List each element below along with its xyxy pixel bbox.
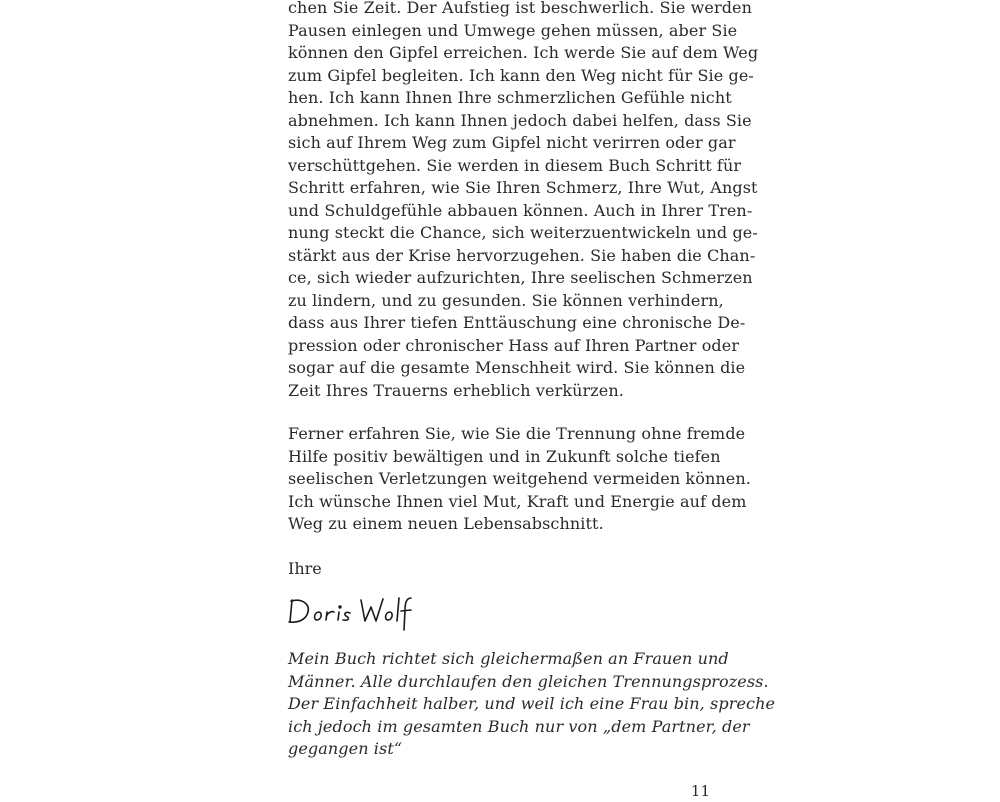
note-line: Männer. Alle durchlaufen den gleichen Trennungsprozess. bbox=[288, 671, 769, 691]
text-line: verschüttgehen. Sie werden in diesem Buch Schritt für bbox=[288, 155, 742, 175]
page-number: 11 bbox=[690, 782, 710, 800]
body-paragraph-1 bbox=[288, 0, 759, 402]
text-line: können den Gipfel erreichen. Ich werde Sie auf dem Weg bbox=[288, 43, 759, 62]
text-line: zu lindern, und zu gesunden. Sie können verhindern, bbox=[288, 290, 724, 310]
text-line: zum Gipfel begleiten. Ich kann den Weg nicht für Sie ge- bbox=[288, 65, 754, 85]
text-line: nung steckt die Chance, sich weiterzuentwickeln und ge- bbox=[288, 223, 758, 242]
signature-image bbox=[288, 590, 428, 632]
note-line: ich jedoch im gesamten Buch nur von „dem Partner, der bbox=[288, 716, 750, 736]
text-line: und Schuldgefühle abbauen können. Auch in Ihrer Tren- bbox=[288, 200, 753, 220]
text-line: Schritt erfahren, wie Sie Ihren Schmerz, Ihre Wut, Angst bbox=[288, 178, 758, 197]
author-note bbox=[288, 648, 776, 761]
closing-salutation: Ihre bbox=[288, 559, 322, 578]
handwritten-signature bbox=[288, 590, 428, 632]
note-line: gegangen ist“ bbox=[288, 739, 403, 758]
text-line: sich auf Ihrem Weg zum Gipfel nicht verirren oder gar bbox=[288, 133, 736, 152]
note-line: Mein Buch richtet sich gleichermaßen an Frauen und bbox=[288, 649, 729, 668]
text-line: stärkt aus der Krise hervorzugehen. Sie haben die Chan- bbox=[288, 245, 756, 265]
text-line: abnehmen. Ich kann Ihnen jedoch dabei helfen, dass Sie bbox=[288, 110, 752, 130]
text-line: ce, sich wieder aufzurichten, Ihre seelischen Schmerzen bbox=[288, 268, 753, 287]
text-line: pression oder chronischer Hass auf Ihren Partner oder bbox=[288, 335, 740, 355]
text-line: chen Sie Zeit. Der Aufstieg ist beschwerlich. Sie werden bbox=[288, 0, 753, 17]
text-line: Weg zu einem neuen Lebensabschnitt. bbox=[288, 514, 604, 533]
text-line: seelischen Verletzungen weitgehend vermeiden können. bbox=[288, 469, 751, 488]
text-line: Pausen einlegen und Umwege gehen müssen, aber Sie bbox=[288, 20, 738, 40]
text-line: Hilfe positiv bewältigen und in Zukunft solche tiefen bbox=[288, 446, 721, 466]
text-line: Ich wünsche Ihnen viel Mut, Kraft und Energie auf dem bbox=[288, 491, 747, 511]
text-line: dass aus Ihrer tiefen Enttäuschung eine chronische De- bbox=[288, 313, 746, 332]
text-line: Zeit Ihres Trauerns erheblich verkürzen. bbox=[288, 380, 624, 400]
text-line: Ferner erfahren Sie, wie Sie die Trennung ohne fremde bbox=[288, 424, 746, 443]
book-page bbox=[288, 0, 776, 800]
body-paragraph-2 bbox=[288, 423, 751, 536]
note-line: Der Einfachheit halber, und weil ich eine Frau bin, spreche bbox=[288, 694, 776, 713]
text-line: hen. Ich kann Ihnen Ihre schmerzlichen Gefühle nicht bbox=[288, 88, 732, 107]
text-line: sogar auf die gesamte Menschheit wird. Sie können die bbox=[288, 358, 746, 377]
